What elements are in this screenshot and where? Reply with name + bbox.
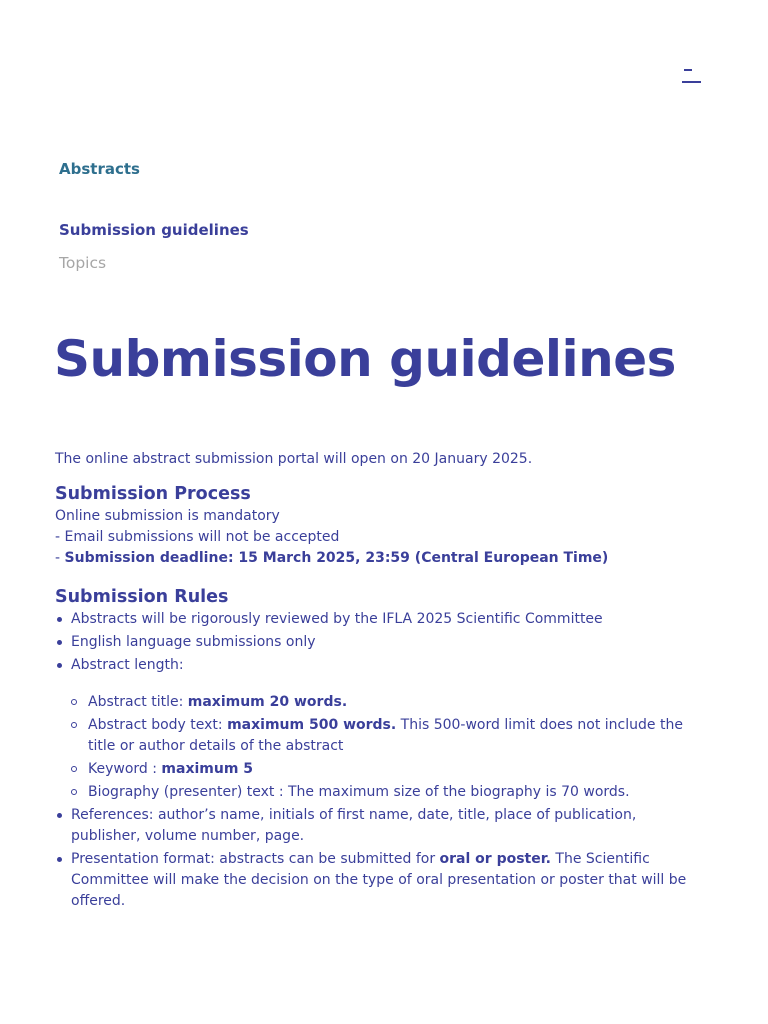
list-item [55, 655, 705, 803]
page-title: Submission guidelines [54, 330, 676, 388]
sub-item-text: Keyword : [88, 761, 162, 777]
subnav-item-topics[interactable]: Topics [59, 254, 107, 272]
sub-list-item: Biography (presenter) text : The maximum size of the biography is 70 words. [55, 782, 705, 803]
process-heading: Submission Process [55, 484, 251, 504]
process-line-1: Online submission is mandatory [55, 508, 280, 524]
sub-item-bold: maximum 5 [161, 761, 254, 777]
item-text: Presentation format: abstracts can be submitted for [71, 851, 440, 867]
item-rest: The Scientific Committee will make the decision on the type of oral presentation or poster that will be offered. [71, 851, 687, 909]
sub-list-item [55, 715, 705, 757]
sub-item-bold: maximum 20 words. [187, 694, 348, 710]
abstract-length-sublist [55, 692, 705, 803]
process-line-3-prefix: - [55, 550, 65, 566]
subnav-item-submission-guidelines[interactable]: Submission guidelines [59, 221, 249, 239]
sub-list-wrap [55, 692, 705, 803]
sub-item-bold: maximum 500 words. [227, 717, 397, 733]
list-item: English language submissions only [55, 632, 705, 653]
sub-list-item [55, 692, 705, 713]
menu-icon-line-long [682, 81, 701, 83]
list-item: References: author’s name, initials of first name, date, title, place of publication, publisher, volume number, page. [55, 805, 705, 847]
item-bold: oral or poster. [439, 851, 551, 867]
list-item [55, 849, 705, 912]
list-item: Abstracts will be rigorously reviewed by the IFLA 2025 Scientific Committee [55, 609, 705, 630]
sub-item-text: Abstract body text: [88, 717, 228, 733]
intro-text: The online abstract submission portal will open on 20 January 2025. [55, 451, 533, 467]
section-link-abstracts[interactable]: Abstracts [59, 160, 140, 178]
process-line-2: - Email submissions will not be accepted [55, 529, 340, 545]
sub-item-text: Abstract title: [88, 694, 188, 710]
menu-icon-line-short [684, 69, 692, 71]
sub-item-rest: This 500-word limit does not include the title or author details of the abstract [88, 717, 683, 754]
rules-heading: Submission Rules [55, 587, 229, 607]
rules-list [55, 609, 705, 912]
menu-icon[interactable] [680, 66, 702, 86]
process-line-3 [55, 548, 705, 569]
submission-deadline: Submission deadline: 15 March 2025, 23:59 (Central European Time) [64, 550, 609, 566]
main-content [55, 449, 705, 914]
abstract-length-label: Abstract length: [71, 657, 184, 673]
sub-list-item [55, 759, 705, 780]
